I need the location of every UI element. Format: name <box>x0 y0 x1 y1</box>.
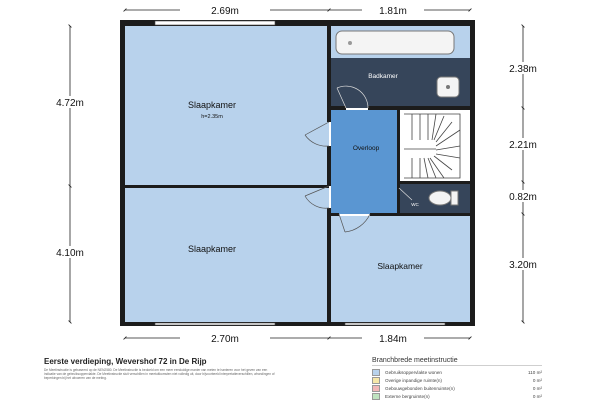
disclaimer-text: De Meetinstructie is gebaseerd op de NEN2580. De Meetinstructie is bedoeld om een meer eenduidige manier van meten te hanteren voor het geven van een indicatie van de gebruiksoppervlakte. De Meetinstructie sluit verschillen in meetuitkomsten niet volledig uit, door bijvoorbeeld interpretatieverschillen, afrondingen of beperkingen bij het uitvoeren van de meting. <box>44 368 275 380</box>
dim-right-1: 2.38m <box>509 64 537 75</box>
dim-left-lower: 4.10m <box>56 248 84 259</box>
area-row-value: 0 m² <box>532 377 542 383</box>
area-row-label: Externe bergruimte(n) <box>385 393 430 399</box>
area-row-label: Overige inpandige ruimte(n) <box>385 377 442 383</box>
bathtub-icon <box>336 31 454 54</box>
area-row <box>372 392 542 400</box>
swatch-bergruimte <box>372 393 380 400</box>
dim-bottom-left: 2.70m <box>211 334 239 345</box>
overloop-area <box>331 110 397 214</box>
room-label-slaapkamer-2: Slaapkamer <box>187 244 237 254</box>
footer <box>0 355 600 400</box>
swatch-buitenruimte <box>372 385 380 392</box>
area-row-label: Gebouwgebonden buitenruimte(n) <box>385 385 455 391</box>
room-label-slaapkamer-3: Slaapkamer <box>377 261 423 271</box>
swatch-wonen <box>372 369 380 376</box>
area-row-label: Gebruiksoppervlakte wonen <box>385 369 442 375</box>
area-table <box>372 357 542 400</box>
room-label-slaapkamer-1: Slaapkamer <box>187 100 237 110</box>
dim-bottom-right: 1.84m <box>379 334 407 345</box>
floor-title: Eerste verdieping, Wevershof 72 in De Rijp <box>44 357 207 366</box>
area-row-value: 0 m² <box>532 385 542 391</box>
area-row <box>372 368 542 376</box>
dim-right-4: 3.20m <box>509 260 537 271</box>
dim-left-upper: 4.72m <box>56 98 84 109</box>
dim-top-right: 1.81m <box>379 6 407 17</box>
room-label-wc: WC <box>411 202 419 207</box>
area-row-value: 110 m² <box>528 369 542 375</box>
sink-drain-icon <box>446 85 450 89</box>
area-table-title: Branchbrede meetinstructie <box>372 357 542 366</box>
swatch-overige <box>372 377 380 384</box>
dim-right-3: 0.82m <box>509 192 537 203</box>
area-row <box>372 384 542 392</box>
bath-drain-icon <box>348 41 352 45</box>
area-row-value: 0 m² <box>532 393 542 399</box>
room-label-badkamer: Badkamer <box>368 73 398 80</box>
toilet-icon <box>429 191 451 205</box>
toilet-tank-icon <box>451 191 458 205</box>
slaapkamer-2-area <box>125 188 329 322</box>
room-label-overloop: Overloop <box>352 145 380 152</box>
dim-right-2: 2.21m <box>509 140 537 151</box>
dim-top-left: 2.69m <box>211 6 239 17</box>
room-height-label: h=2.35m <box>201 114 223 120</box>
area-row <box>372 376 542 384</box>
